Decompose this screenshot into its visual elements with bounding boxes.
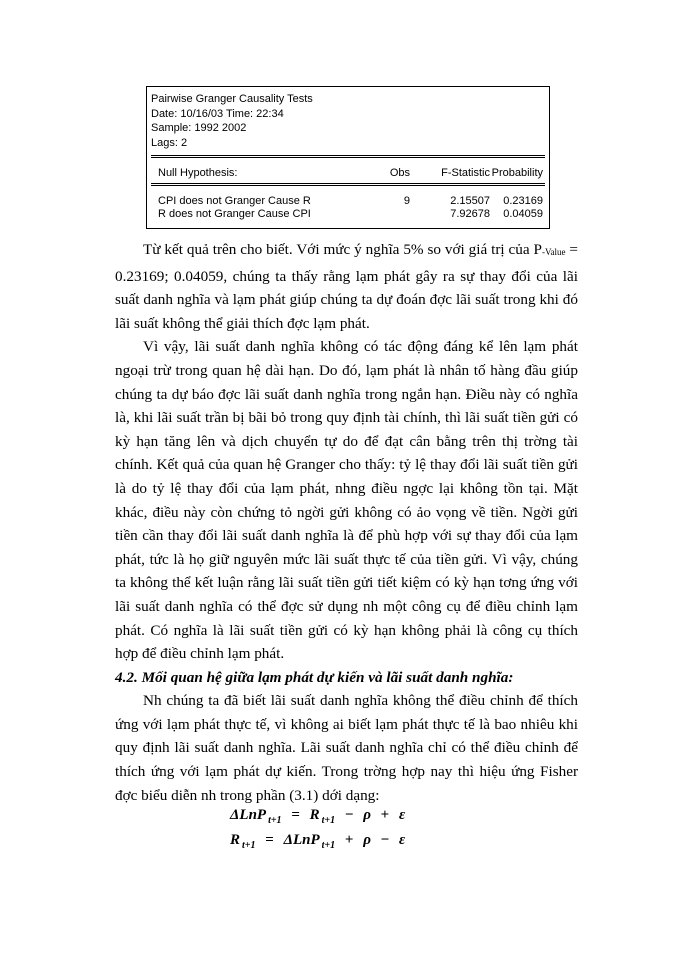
paragraph-granger-result: Từ kết quả trên cho biết. Với mức ý nghĩa 5% so với giá trị của P-Value = 0.23169; 0.04059, chúng ta thấy rằng lạm phát gây ra sự thay đổi của lãi suất danh nghĩa và lạm phát giúp chúng ta dự đoán đợc lãi suất trong khi đó lãi suất không thể giải thích đợc lạm phát.: [115, 241, 578, 332]
body-text: [115, 238, 578, 807]
table-top-rule: [151, 155, 545, 158]
col-probability: Probability: [491, 167, 543, 179]
obs-cell: 9: [403, 195, 410, 207]
equation-2: R $_{t+1}$ = ΔLnP $_{t+1}$ + ρ − ε: [230, 832, 406, 851]
f-stat-cell: 2.15507: [450, 195, 490, 207]
output-lags: Lags: 2: [151, 136, 188, 149]
section-heading-4-2: 4.2. Mối quan hệ giữa lạm phát dự kiến và lãi suất danh nghĩa:: [115, 668, 514, 686]
paragraph-interest-inflation: Vì vậy, lãi suất danh nghĩa không có tác động đáng kể lên lạm phát ngoại trừ trong quan hệ dài hạn. Do đó, lạm phát là nhân tố hàng đầu giúp chúng ta dự báo đợc lãi suất danh nghĩa trong ngắn hạn. Điều này có nghĩa là, khi lãi suất trần bị bãi bỏ trong quy định tài chính, thì lãi suất tiền gửi có kỳ hạn tăng lên và dịch chuyển tự do để đạt cân bằng trên thị trờng tài chính. Kết quả của quan hệ Granger cho thấy: tỷ lệ thay đổi lãi suất tiền gửi là do tỷ lệ thay đổi của lạm phát, nhng điều ngợc lại không tồn tại. Mặt khác, điều này còn chứng tỏ ngời gửi không có ảo vọng về tiền. Ngời gửi tiền cần thay đổi lãi suất danh nghĩa là để phù hợp với sự thay đổi của lạm phát, tức là họ giữ nguyên mức lãi suất thực tế của tiền gửi. Vì vậy, chúng ta không thể kết luận rằng lãi suất tiền gửi tiết kiệm có kỳ hạn tơng ứng với lãi suất danh nghĩa có thể đợc sử dụng nh một công cụ để điều chỉnh lạm phát. Có nghĩa là lãi suất tiền gửi có kỳ hạn không phải là công cụ thích hợp để điều chỉnh lạm phát.: [115, 338, 578, 663]
col-f-statistic: F-Statistic: [441, 167, 490, 179]
probability-cell: 0.04059: [503, 208, 543, 220]
output-header: [151, 92, 313, 150]
paragraph-fisher-effect: Nh chúng ta đã biết lãi suất danh nghĩa không thể điều chỉnh để thích ứng với lạm phát thực tế, vì không ai biết lạm phát thực tế là bao nhiêu khi quy định lãi suất danh nghĩa. Lãi suất danh nghĩa chỉ có thể điều chỉnh để thích ứng với lạm phát dự kiến. Trong trờng hợp nay thì hiệu ứng Fisher đợc biểu diễn nh trong phần (3.1) dới dạng:: [115, 692, 578, 804]
output-title: Pairwise Granger Causality Tests: [151, 93, 313, 105]
f-stat-cell: 7.92678: [450, 208, 490, 220]
hypothesis-cell: CPI does not Granger Cause R: [158, 195, 311, 207]
hypothesis-cell: R does not Granger Cause CPI: [158, 208, 311, 220]
table-header-rule: [151, 183, 545, 186]
col-obs: Obs: [389, 167, 410, 179]
col-null-hypothesis: Null Hypothesis:: [158, 167, 238, 179]
output-sample: Sample: 1992 2002: [151, 122, 247, 134]
output-date: Date: 10/16/03 Time: 22:34: [151, 107, 284, 120]
probability-cell: 0.23169: [503, 195, 543, 207]
granger-causality-output-box: [146, 86, 550, 229]
equation-1: ΔLnP $_{t+1}$ = R $_{t+1}$ − ρ + ε: [230, 807, 406, 826]
